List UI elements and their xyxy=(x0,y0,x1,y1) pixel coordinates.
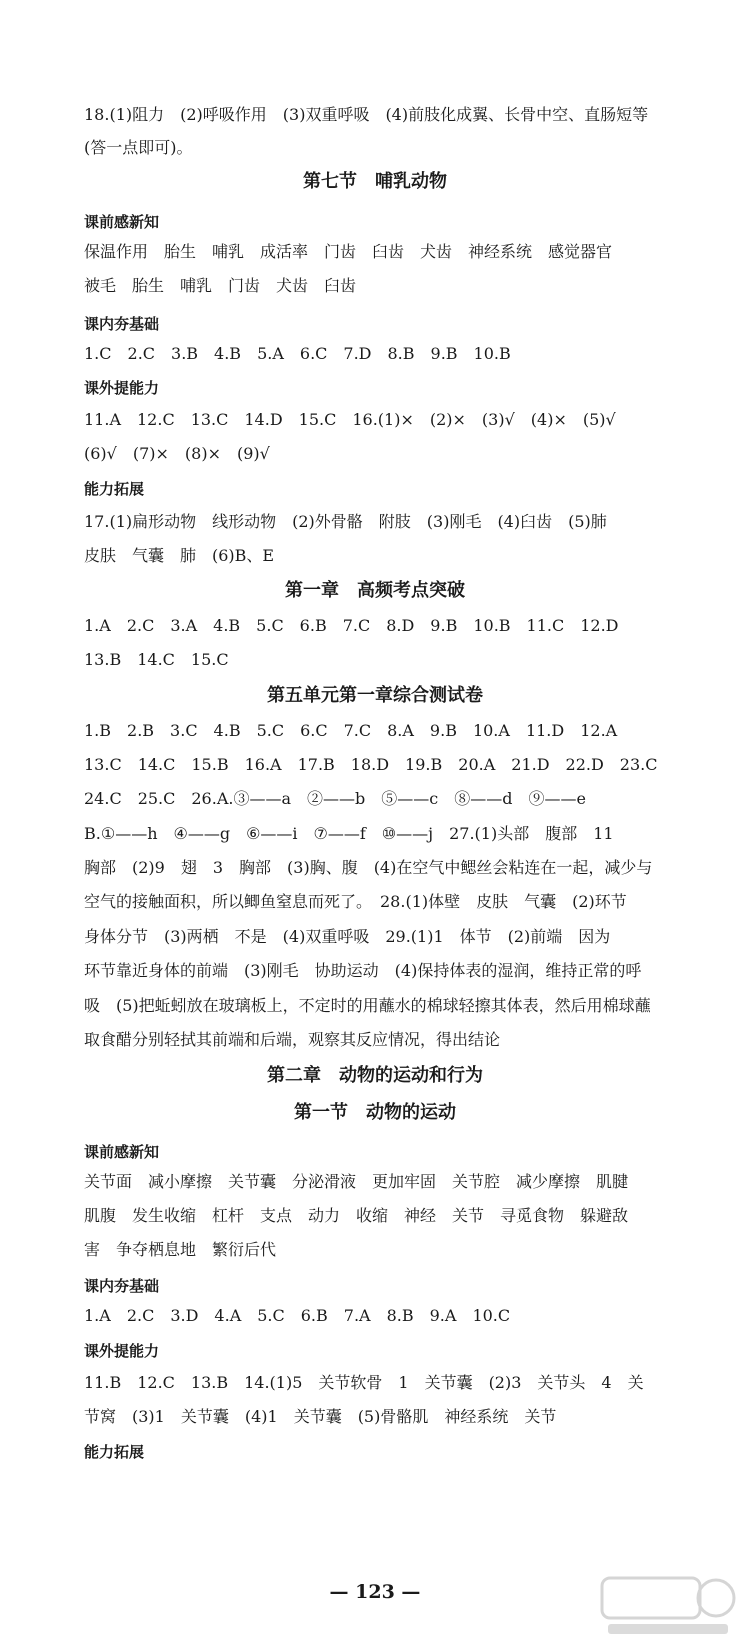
answer-line: 11.A 12.C 13.C 14.D 15.C 16.(1)× (2)× (3)√ (4)× (5)√ xyxy=(84,410,616,429)
answer-line: 空气的接触面积，所以鲫鱼窒息而死了。 28.(1)体壁 皮肤 气囊 (2)环节 xyxy=(84,892,627,911)
answer-line: 关节面 减小摩擦 关节囊 分泌滑液 更加牢固 关节腔 减少摩擦 肌腱 xyxy=(84,1172,629,1191)
section-heading: 第一节 动物的运动 xyxy=(294,1102,456,1123)
answer-line: 11.B 12.C 13.B 14.(1)5 关节软骨 1 关节囊 (2)3 关节头 4 关 xyxy=(84,1373,644,1392)
answer-line: 13.C 14.C 15.B 16.A 17.B 18.D 19.B 20.A 21.D 22.D 23.C xyxy=(84,755,658,774)
section-heading: 第七节 哺乳动物 xyxy=(303,171,447,192)
answer-line: 皮肤 气囊 肺 (6)B、E xyxy=(84,546,275,565)
answer-line: 被毛 胎生 哺乳 门齿 犬齿 臼齿 xyxy=(84,276,357,295)
subsection-label: 课内夯基础 xyxy=(84,1277,160,1295)
answer-line: 害 争夺栖息地 繁衍后代 xyxy=(84,1240,277,1259)
answer-line: 17.(1)扁形动物 线形动物 (2)外骨骼 附肢 (3)刚毛 (4)臼齿 (5)肺 xyxy=(84,512,607,531)
answer-line: 环节靠近身体的前端 (3)刚毛 协助运动 (4)保持体表的湿润，维持正常的呼 xyxy=(84,961,642,980)
subsection-label: 课前感新知 xyxy=(84,213,160,231)
answer-line: 1.B 2.B 3.C 4.B 5.C 6.C 7.C 8.A 9.B 10.A 11.D 12.A xyxy=(84,721,618,740)
subsection-label: 课内夯基础 xyxy=(84,315,160,333)
answer-line: 肌腹 发生收缩 杠杆 支点 动力 收缩 神经 关节 寻觅食物 躲避敌 xyxy=(84,1206,629,1225)
answer-line: (6)√ (7)× (8)× (9)√ xyxy=(84,444,270,463)
chapter-heading: 第一章 高频考点突破 xyxy=(285,580,465,601)
page-number: — 123 — xyxy=(329,1581,421,1603)
answer-line: 身体分节 (3)两栖 不是 (4)双重呼吸 29.(1)1 体节 (2)前端 因为 xyxy=(84,927,611,946)
subsection-label: 能力拓展 xyxy=(84,480,145,498)
answer-line: (答一点即可)。 xyxy=(84,138,193,157)
subsection-label: 课外提能力 xyxy=(84,379,160,397)
answer-line: 13.B 14.C 15.C xyxy=(84,650,229,669)
answer-line: 取食醋分别轻拭其前端和后端，观察其反应情况，得出结论 xyxy=(84,1030,501,1049)
answer-line: 吸 (5)把蚯蚓放在玻璃板上，不定时的用蘸水的棉球轻擦其体表，然后用棉球蘸 xyxy=(84,996,651,1015)
answer-line: 1.A 2.C 3.A 4.B 5.C 6.B 7.C 8.D 9.B 10.B 11.C 12.D xyxy=(84,616,619,635)
test-heading: 第五单元第一章综合测试卷 xyxy=(267,685,483,706)
subsection-label: 课外提能力 xyxy=(84,1342,160,1360)
subsection-label: 课前感新知 xyxy=(84,1143,160,1161)
answer-line: 节窝 (3)1 关节囊 (4)1 关节囊 (5)骨骼肌 神经系统 关节 xyxy=(84,1407,557,1426)
answer-line: 胸部 (2)9 翅 3 胸部 (3)胸、腹 (4)在空气中鳃丝会粘连在一起，减少与 xyxy=(84,858,653,877)
answer-line: B.①——h ④——g ⑥——i ⑦——f ⑩——j 27.(1)头部 腹部 11 xyxy=(84,824,614,843)
watermark-logo xyxy=(598,1572,738,1642)
answer-line: 18.(1)阻力 (2)呼吸作用 (3)双重呼吸 (4)前肢化成翼、长骨中空、直肠短等 xyxy=(84,105,649,124)
answer-line: 1.A 2.C 3.D 4.A 5.C 6.B 7.A 8.B 9.A 10.C xyxy=(84,1306,511,1325)
answer-line: 1.C 2.C 3.B 4.B 5.A 6.C 7.D 8.B 9.B 10.B xyxy=(84,344,511,363)
subsection-label: 能力拓展 xyxy=(84,1443,145,1461)
chapter-heading: 第二章 动物的运动和行为 xyxy=(267,1065,483,1086)
answer-line: 24.C 25.C 26.A.③——a ②——b ⑤——c ⑧——d ⑨——e xyxy=(84,789,586,808)
answer-line: 保温作用 胎生 哺乳 成活率 门齿 臼齿 犬齿 神经系统 感觉器官 xyxy=(84,242,613,261)
